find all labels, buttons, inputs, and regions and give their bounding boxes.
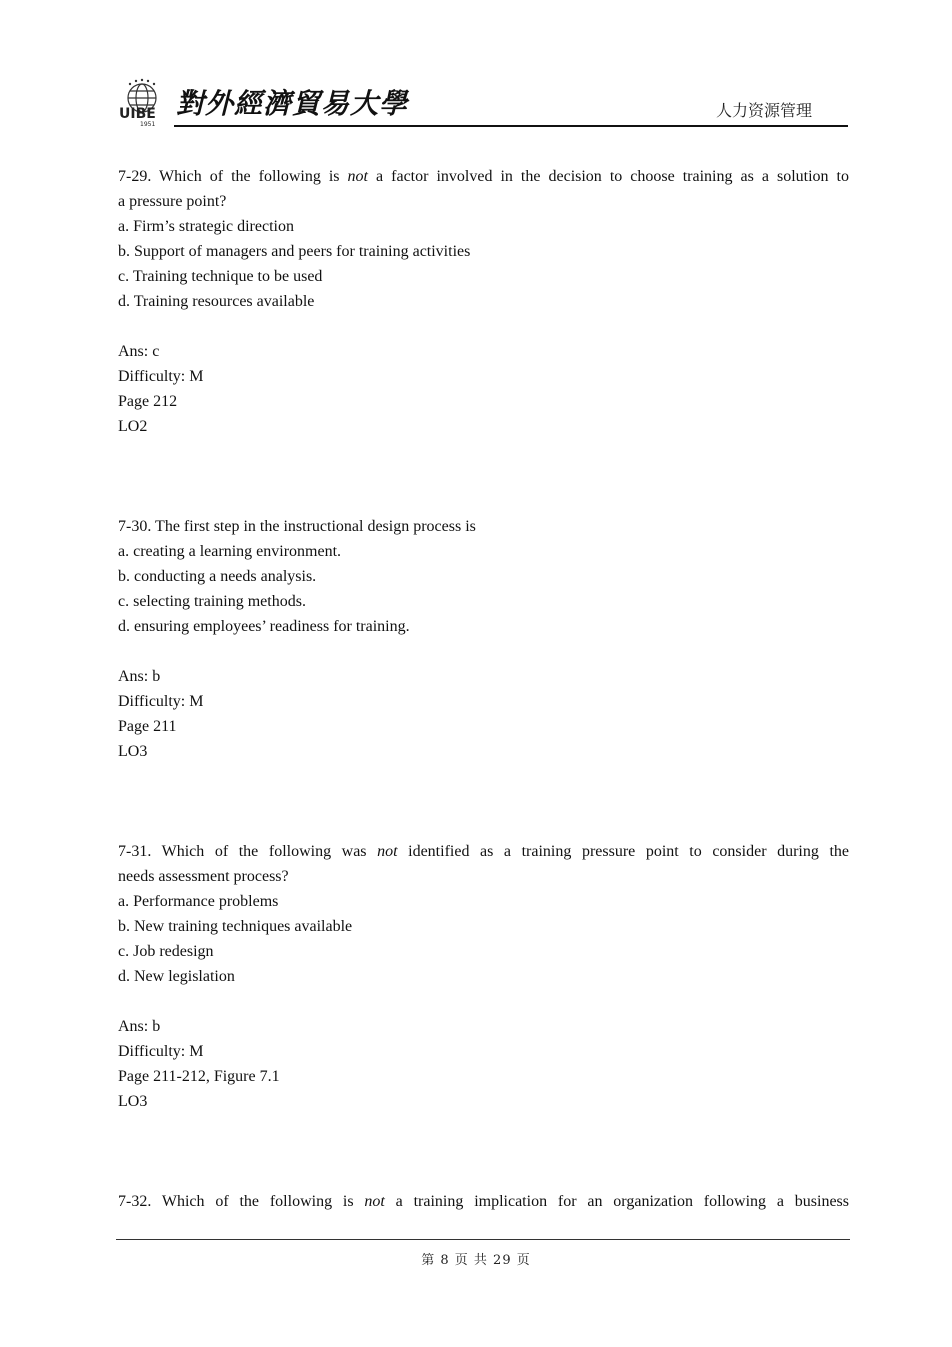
emphasis: not (377, 843, 398, 860)
option: c. Job redesign (118, 943, 214, 960)
option: b. New training techniques available (118, 918, 353, 935)
document-body (118, 164, 849, 1214)
answer: Ans: c (118, 343, 160, 360)
university-name: 對外經濟貿易大學 (176, 87, 409, 120)
option: c. selecting training methods. (118, 593, 306, 610)
footer-divider (116, 1239, 850, 1240)
difficulty: Difficulty: M (118, 1043, 204, 1060)
logo-text: UIBE (119, 106, 156, 122)
question-stem-cont: a pressure point? (118, 193, 227, 210)
answer: Ans: b (118, 1018, 161, 1035)
option: a. Firm’s strategic direction (118, 218, 294, 235)
page-reference: Page 211 (118, 718, 177, 735)
learning-objective: LO2 (118, 418, 148, 435)
question-stem: 7-29. Which of the following is not a factor involved in the decision to choose training as a solution to (118, 168, 849, 185)
logo-year: 1951 (140, 121, 156, 128)
option: d. ensuring employees’ readiness for training. (118, 618, 410, 635)
page-number: 第 8 页 共 29 页 (421, 1253, 531, 1268)
university-logo (116, 76, 176, 128)
option: d. New legislation (118, 968, 235, 985)
question-stem: 7-30. The first step in the instructional design process is (118, 518, 476, 535)
department-label: 人力资源管理 (715, 101, 812, 120)
learning-objective: LO3 (118, 743, 148, 760)
option: c. Training technique to be used (118, 268, 323, 285)
difficulty: Difficulty: M (118, 693, 204, 710)
question-stem-cont: needs assessment process? (118, 868, 289, 885)
question-stem: 7-32. Which of the following is not a training implication for an organization following a business (118, 1193, 850, 1210)
emphasis: not (347, 168, 368, 185)
question-stem: 7-31. Which of the following was not identified as a training pressure point to consider during the (118, 843, 849, 860)
option: b. Support of managers and peers for training activities (118, 243, 471, 260)
page-reference: Page 212 (118, 393, 178, 410)
option: d. Training resources available (118, 293, 315, 310)
option: b. conducting a needs analysis. (118, 568, 317, 585)
header-divider (174, 125, 848, 127)
emphasis: not (364, 1193, 385, 1210)
option: a. creating a learning environment. (118, 543, 342, 560)
learning-objective: LO3 (118, 1093, 148, 1110)
difficulty: Difficulty: M (118, 368, 204, 385)
option: a. Performance problems (118, 893, 279, 910)
answer: Ans: b (118, 668, 161, 685)
page-reference: Page 211-212, Figure 7.1 (118, 1068, 280, 1085)
page-header (116, 76, 848, 130)
